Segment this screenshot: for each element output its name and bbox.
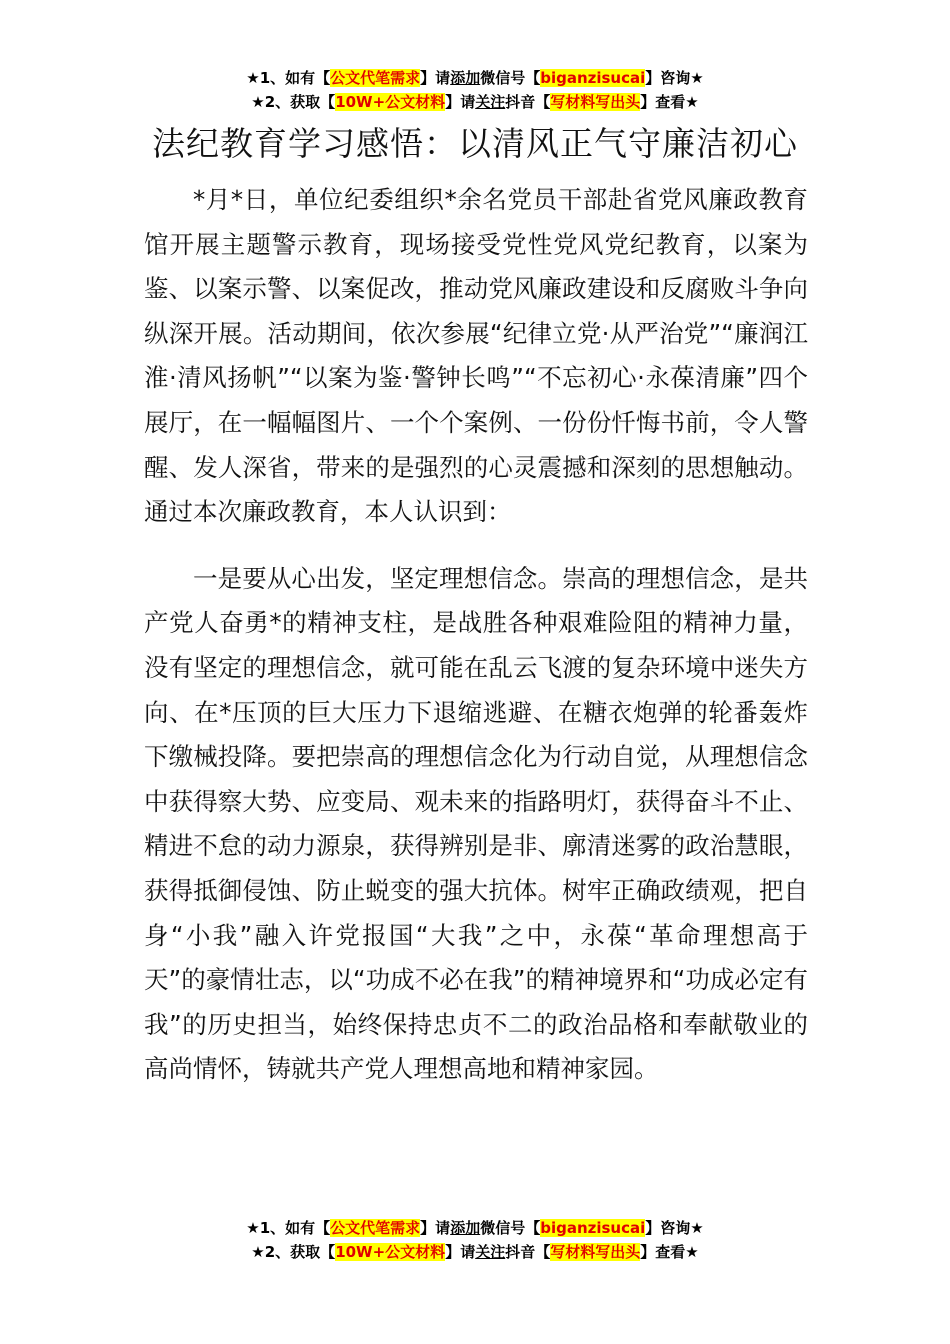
footer-banner <box>0 1216 950 1264</box>
banner-text: ★1、如有【 <box>246 1219 331 1237</box>
banner-underlined-text: 关注 <box>475 1243 506 1261</box>
banner-text: 】咨询★ <box>645 69 704 87</box>
banner-text: ★1、如有【 <box>246 69 331 87</box>
banner-text: 】查看★ <box>640 1243 699 1261</box>
highlight-materials: 10W+公文材料 <box>335 93 446 111</box>
highlight-wechat-id: biganzisucai <box>540 1219 646 1237</box>
highlight-wechat-id: biganzisucai <box>540 69 646 87</box>
paragraph-point-one: 一是要从心出发，坚定理想信念。崇高的理想信念，是共产党人奋勇*的精神支柱，是战胜各种艰难险阻的精神力量，没有坚定的理想信念，就可能在乱云飞渡的复杂环境中迷失方向、在*压顶的巨大压力下退缩逃避、在糖衣炮弹的轮番轰炸下缴械投降。要把崇高的理想信念化为行动自觉，从理想信念中获得察大势、应变局、观未来的指路明灯，获得奋斗不止、精进不怠的动力源泉，获得辨别是非、廓清迷雾的政治慧眼，获得抵御侵蚀、防止蜕变的强大抗体。树牢正确政绩观，把自身“小我”融入许党报国“大我”之中，永葆“革命理想高于天”的豪情壮志，以“功成不必在我”的精神境界和“功成必定有我”的历史担当，始终保持忠贞不二的政治品格和奉献敬业的高尚情怀，铸就共产党人理想高地和精神家园。 <box>144 563 808 1084</box>
header-banner <box>0 66 950 114</box>
banner-underlined-text: 添加 <box>450 69 481 87</box>
highlight-service: 公文代笔需求 <box>330 1219 421 1237</box>
banner-text: 】请 <box>420 1219 451 1237</box>
highlight-materials: 10W+公文材料 <box>335 1243 446 1261</box>
banner-text: 】查看★ <box>640 93 699 111</box>
banner-underlined-text: 关注 <box>475 93 506 111</box>
highlight-douyin-account: 写材料写出头 <box>550 93 641 111</box>
banner-text: 】请 <box>445 93 476 111</box>
banner-text: 】请 <box>420 69 451 87</box>
banner-text: ★2、获取【 <box>251 93 336 111</box>
banner-line-1 <box>0 66 950 90</box>
banner-text: 微信号【 <box>480 1219 541 1237</box>
highlight-service: 公文代笔需求 <box>330 69 421 87</box>
paragraph-intro: *月*日，单位纪委组织*余名党员干部赴省党风廉政教育馆开展主题警示教育，现场接受党性党风党纪教育，以案为鉴、以案示警、以案促改，推动党风廉政建设和反腐败斗争向纵深开展。活动期间，依次参展“纪律立党·从严治党”“廉润江淮·清风扬帆”“以案为鉴·警钟长鸣”“不忘初心·永葆清廉”四个展厅，在一幅幅图片、一个个案例、一份份忏悔书前，令人警醒、发人深省，带来的是强烈的心灵震撼和深刻的思想触动。通过本次廉政教育，本人认识到： <box>144 185 808 527</box>
banner-text: 抖音【 <box>505 93 551 111</box>
banner-line-1 <box>0 1216 950 1240</box>
highlight-douyin-account: 写材料写出头 <box>550 1243 641 1261</box>
document-title: 法纪教育学习感悟：以清风正气守廉洁初心 <box>152 124 798 163</box>
banner-text: 抖音【 <box>505 1243 551 1261</box>
banner-text: 】请 <box>445 1243 476 1261</box>
document-body <box>144 178 808 1092</box>
banner-text: ★2、获取【 <box>251 1243 336 1261</box>
banner-line-2 <box>0 90 950 114</box>
banner-underlined-text: 添加 <box>450 1219 481 1237</box>
banner-text: 】咨询★ <box>645 1219 704 1237</box>
banner-text: 微信号【 <box>480 69 541 87</box>
banner-line-2 <box>0 1240 950 1264</box>
